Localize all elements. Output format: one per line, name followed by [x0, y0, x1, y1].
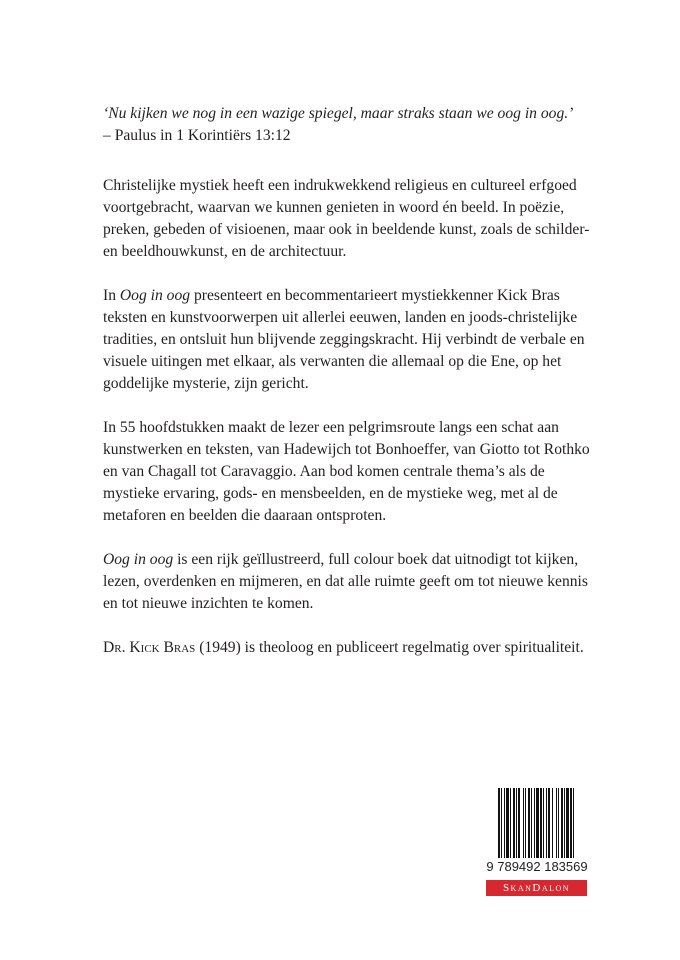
author-name: Dr. Kick Bras [103, 639, 196, 656]
isbn-barcode [484, 788, 590, 874]
barcode-bar [574, 788, 576, 858]
text: is een rijk geïllustreerd, full colour boek dat uitnodigt tot kijken, lezen, overdenken en mijmeren, en dat alle ruimte geeft om tot nieuwe kennis en tot nieuwe inzichten te komen. [103, 551, 588, 612]
paragraph-4 [103, 549, 603, 615]
text: presenteert en becommentarieert mystiekkenner Kick Bras teksten en kunstvoorwerpen uit allerlei eeuwen, landen en joods-christelijke tradities, en ontsluit hun blijvende zeggingskracht. Hij verbindt de verbale en visuele uitingen met elkaar, als verwanten die allemaal op die Ene, op het goddelijke mysterie, zijn gericht. [103, 287, 585, 392]
epigraph [103, 103, 573, 147]
text: In [103, 287, 120, 304]
paragraph-2 [103, 285, 603, 395]
book-title: Oog in oog [119, 287, 191, 304]
blurb [103, 175, 603, 681]
paragraph-1: Christelijke mystiek heeft een indrukwekkend religieus en cultureel erfgoed voortgebracht, waarvan we kunnen genieten in woord én beeld. In poëzie, preken, gebeden of visioenen, maar ook in beeldende kunst, zoals de schilder- en beeldhouwkunst, en de architectuur. [103, 177, 590, 260]
publisher-logo: SkanDalon [486, 880, 587, 896]
barcode-bars [484, 788, 590, 858]
book-title: Oog in oog [103, 551, 174, 568]
isbn-digits: 9 789492 183569 [486, 859, 588, 874]
epigraph-attribution: – Paulus in 1 Korintiërs 13:12 [103, 127, 291, 144]
text: (1949) is theoloog en publiceert regelmatig over spiritualiteit. [195, 639, 584, 656]
author-bio [103, 637, 603, 659]
epigraph-quote: ‘Nu kijken we nog in een wazige spiegel, maar straks staan we oog in oog.’ [103, 105, 574, 122]
paragraph-3: In 55 hoofdstukken maakt de lezer een pelgrimsroute langs een schat aan kunstwerken en teksten, van Hadewijch tot Bonhoeffer, van Giotto tot Rothko en van Chagall tot Caravaggio. Aan bod komen centrale thema’s als de mystieke ervaring, gods- en mensbeelden, en de mystieke weg, met al de metaforen en beelden die daaraan ontsproten. [103, 419, 590, 524]
